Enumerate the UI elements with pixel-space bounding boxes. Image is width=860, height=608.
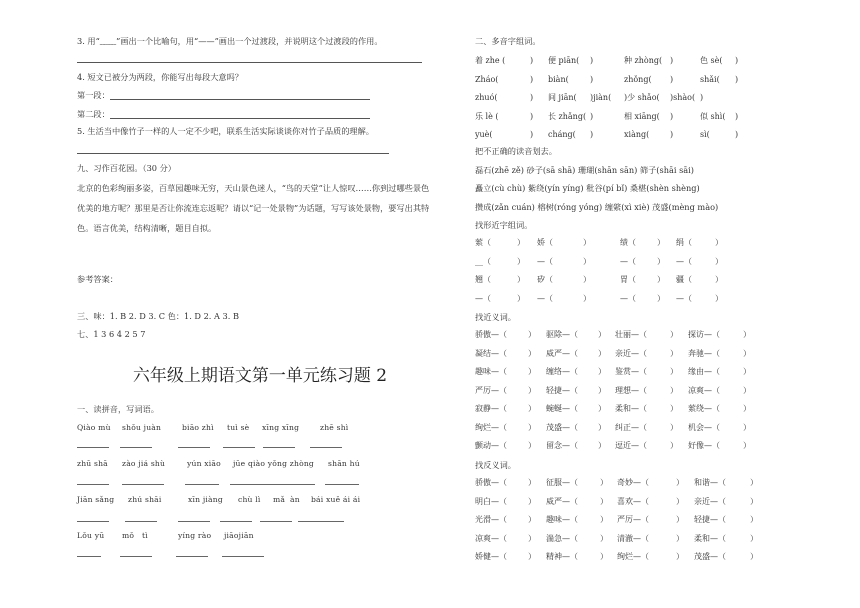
answer-blank bbox=[77, 556, 101, 557]
question-5: 5. 生活当中像竹子一样的人一定不少吧，联系生活实际谈谈你对竹子品质的理解。 bbox=[77, 126, 374, 136]
table-cell: —（ bbox=[537, 256, 553, 266]
table-cell: ） bbox=[657, 275, 665, 284]
pinyin-item: tì bbox=[142, 531, 148, 540]
table-cell: ） bbox=[750, 515, 758, 524]
table-cell: )shào( bbox=[670, 93, 696, 102]
table-cell: ) bbox=[590, 56, 594, 65]
table-cell: 留念—（ bbox=[546, 441, 578, 450]
table-cell: ） bbox=[676, 552, 684, 561]
table-cell: 娇健—（ bbox=[475, 552, 507, 561]
table-cell: ） bbox=[715, 275, 723, 284]
table-cell: 探访—（ bbox=[688, 330, 720, 339]
answer-blank bbox=[222, 556, 264, 557]
table-cell: ） bbox=[657, 256, 665, 266]
table-cell: —（ bbox=[676, 256, 692, 266]
table-cell: xiàng( bbox=[624, 130, 650, 139]
table-cell: ） bbox=[583, 256, 591, 266]
table-cell: 趣味—（ bbox=[475, 367, 507, 376]
table-cell: ） bbox=[598, 441, 606, 450]
table-cell: zhuó( bbox=[475, 93, 498, 102]
pinyin-item: Jiān sǎng bbox=[77, 495, 115, 504]
table-cell: __（ bbox=[475, 256, 491, 266]
table-cell: 绚烂—（ bbox=[475, 422, 507, 432]
table-cell: 亲近—（ bbox=[615, 348, 647, 358]
answer-line bbox=[110, 99, 370, 100]
table-cell: 似 shì( bbox=[700, 111, 726, 121]
table-cell: 清澈—（ bbox=[617, 533, 649, 543]
table-cell: —（ bbox=[676, 293, 692, 303]
table-cell: ） bbox=[715, 238, 723, 247]
table-cell: ） bbox=[598, 367, 606, 376]
table-cell: 凉爽—（ bbox=[688, 385, 720, 395]
shape-heading: 找形近字组词。 bbox=[475, 220, 533, 230]
pinyin-item: xīn jiàng bbox=[188, 495, 223, 504]
table-cell: Zháo( bbox=[475, 74, 499, 84]
table-cell: ） bbox=[670, 348, 678, 358]
antonym-heading: 找反义词。 bbox=[475, 460, 516, 470]
table-cell: ） bbox=[600, 552, 608, 561]
table-cell: ） bbox=[528, 330, 536, 339]
table-cell: ） bbox=[670, 385, 678, 395]
table-cell: 胃（ bbox=[620, 275, 636, 284]
table-cell: biàn( bbox=[548, 74, 569, 84]
table-cell: 乐 lè ( bbox=[475, 111, 499, 121]
table-cell: 相 xiāng( bbox=[624, 111, 660, 121]
table-cell: ） bbox=[598, 404, 606, 413]
table-cell: yuè( bbox=[475, 130, 493, 139]
table-cell: 骄傲—（ bbox=[475, 330, 507, 339]
table-cell: 萦（ bbox=[475, 238, 491, 247]
strike-row: 矗立(cù chù) 紫绕(yín yíng) 秕谷(pí bǐ) 桑椹(shèn shèng) bbox=[475, 183, 700, 193]
pinyin-item: zhū shā bbox=[77, 459, 108, 468]
table-cell: ） bbox=[528, 496, 536, 506]
table-cell: 湍急—（ bbox=[546, 533, 578, 543]
table-cell: 茂盛—（ bbox=[694, 552, 726, 561]
pinyin-item: tuì sè bbox=[227, 423, 250, 432]
table-cell: ) bbox=[735, 111, 739, 121]
table-cell: ） bbox=[600, 515, 608, 524]
table-cell: 绢（ bbox=[676, 238, 692, 247]
table-cell: ） bbox=[528, 441, 536, 450]
table-cell: ） bbox=[583, 275, 591, 284]
answer-blank bbox=[176, 556, 208, 557]
table-cell: ) bbox=[590, 74, 594, 84]
table-cell: ） bbox=[750, 533, 758, 543]
table-cell: ） bbox=[583, 293, 591, 303]
table-cell: —（ bbox=[620, 256, 636, 266]
answer-line bbox=[77, 62, 422, 63]
table-cell: ） bbox=[600, 533, 608, 543]
table-cell: ) bbox=[530, 93, 534, 102]
table-cell: 疆（ bbox=[676, 275, 692, 284]
essay-prompt: 北京的色彩绚丽多姿，百草园趣味无穷，天山景色迷人，“鸟的天堂”让人惊叹……你到过哪些景色优美的地方呢？那里是否让你流连忘返呢？请以“记一处景物”为话题，写写该处景物，要写出其特色。语言优美，结构清晰，题目自拟。 bbox=[77, 183, 430, 233]
answer-line-2: 七、1 3 6 4 2 5 7 bbox=[77, 329, 146, 339]
pinyin-item: yún xiāo bbox=[187, 459, 221, 468]
answer-line-1: 三、味：1. B 2. D 3. C 色：1. D 2. A 3. B bbox=[77, 311, 239, 321]
table-cell: ） bbox=[715, 293, 723, 303]
table-cell: —（ bbox=[620, 293, 636, 303]
question-3: 3. 用“﹏﹏”画出一个比喻句，用“——”画出一个过渡段，并说明这个过渡段的作用。 bbox=[77, 36, 383, 46]
table-cell: 喜欢—（ bbox=[617, 496, 649, 506]
answer-blank bbox=[178, 521, 210, 522]
pinyin-item: biāo zhì bbox=[182, 423, 214, 432]
table-cell: ） bbox=[743, 441, 751, 450]
table-cell: ) bbox=[670, 74, 674, 84]
table-cell: 寂静—（ bbox=[475, 404, 507, 413]
answer-blank bbox=[260, 521, 292, 522]
table-cell: 柔和—（ bbox=[694, 533, 726, 543]
table-cell: ） bbox=[670, 422, 678, 432]
table-cell: ) bbox=[670, 111, 674, 121]
answer-blank bbox=[230, 484, 315, 485]
table-cell: 亲近—（ bbox=[694, 496, 726, 506]
pinyin-item: mǒ bbox=[122, 531, 135, 540]
section-1-heading: 一、读拼音，写词语。 bbox=[77, 404, 159, 414]
answer-blank bbox=[77, 521, 109, 522]
pinyin-item: àn bbox=[290, 495, 300, 504]
table-cell: ) bbox=[530, 130, 534, 139]
table-cell: ） bbox=[750, 552, 758, 561]
table-cell: ） bbox=[598, 330, 606, 339]
section-9-heading: 九、习作百花园。（30 分） bbox=[77, 163, 176, 173]
table-cell: 凉爽—（ bbox=[475, 533, 507, 543]
strike-row: 磊石(zhē zě) 砂子(sā shā) 珊瑚(shān sān) 筛子(shāi sāi) bbox=[475, 165, 694, 175]
table-cell: 逗近—（ bbox=[615, 441, 647, 450]
table-cell: ） bbox=[715, 256, 723, 266]
answer-blank bbox=[125, 521, 157, 522]
table-cell: ) bbox=[670, 56, 674, 65]
synonym-heading: 找近义词。 bbox=[475, 312, 516, 322]
answer-blank bbox=[77, 484, 109, 485]
answer-blank bbox=[120, 447, 152, 448]
table-cell: 色 sè( bbox=[700, 56, 723, 65]
table-cell: ） bbox=[743, 385, 751, 395]
table-cell: ） bbox=[676, 533, 684, 543]
table-cell: —（ bbox=[537, 293, 553, 303]
table-cell: ） bbox=[743, 330, 751, 339]
table-cell: )jiàn( bbox=[590, 93, 612, 102]
strike-row: 攒成(zǎn cuán) 榕树(róng yóng) 缠綮(xì xiè) 茂盛(mèng mào) bbox=[475, 202, 719, 212]
table-cell: ） bbox=[670, 330, 678, 339]
pinyin-item: jiāojiān bbox=[224, 531, 254, 540]
answer-blank bbox=[120, 556, 152, 557]
table-cell: 萦绕—（ bbox=[688, 404, 720, 413]
table-cell: —（ bbox=[475, 293, 491, 303]
table-cell: ） bbox=[528, 385, 536, 395]
answer-blank bbox=[298, 521, 344, 522]
table-cell: ) bbox=[530, 74, 534, 84]
table-cell: cháng( bbox=[548, 130, 576, 139]
table-cell: 光滑—（ bbox=[475, 515, 507, 524]
table-cell: ) bbox=[735, 56, 739, 65]
pinyin-item: bái xuě ái ái bbox=[311, 495, 361, 504]
table-cell: ） bbox=[600, 478, 608, 487]
pinyin-item: shān hú bbox=[328, 459, 360, 468]
table-cell: 奔驰—（ bbox=[688, 348, 720, 358]
part-1-label: 第一段： bbox=[77, 90, 110, 100]
table-cell: ) bbox=[735, 130, 739, 139]
table-cell: 长 zhǎng( bbox=[548, 111, 587, 121]
table-cell: 威严—（ bbox=[546, 348, 578, 358]
table-cell: ） bbox=[743, 367, 751, 376]
table-cell: 茂盛—（ bbox=[546, 422, 578, 432]
part-2-label: 第二段： bbox=[77, 109, 110, 119]
table-cell: 轻捷—（ bbox=[694, 515, 726, 524]
table-cell: 缠络—（ bbox=[546, 367, 578, 376]
table-cell: ） bbox=[743, 404, 751, 413]
pinyin-item: chù lì bbox=[238, 495, 261, 504]
table-cell: 威严—（ bbox=[546, 496, 578, 506]
reference-answer-label: 参考答案： bbox=[77, 274, 118, 284]
table-cell: 奇妙—（ bbox=[617, 478, 649, 487]
table-cell: 理想—（ bbox=[615, 385, 647, 395]
table-cell: ) bbox=[530, 111, 534, 121]
answer-line bbox=[110, 118, 370, 119]
strike-heading: 把不正确的读音划去。 bbox=[475, 146, 557, 156]
table-cell: ） bbox=[528, 404, 536, 413]
table-cell: 和谐—（ bbox=[694, 478, 726, 487]
table-cell: ） bbox=[743, 422, 751, 432]
table-cell: sì( bbox=[700, 130, 710, 139]
table-cell: ） bbox=[528, 348, 536, 358]
table-cell: ） bbox=[676, 515, 684, 524]
table-cell: 鉴赏—（ bbox=[615, 367, 647, 376]
table-cell: ） bbox=[528, 367, 536, 376]
table-cell: 种 zhòng( bbox=[624, 56, 663, 65]
table-cell: ） bbox=[598, 385, 606, 395]
table-cell: 好像—（ bbox=[688, 441, 720, 450]
table-cell: ） bbox=[517, 256, 525, 266]
question-4: 4. 短文已被分为两段，你能写出每段大意吗？ bbox=[77, 72, 243, 82]
pinyin-item: Lǒu yū bbox=[77, 531, 105, 540]
table-cell: ） bbox=[528, 552, 536, 561]
table-cell: ） bbox=[528, 515, 536, 524]
table-cell: ） bbox=[528, 478, 536, 487]
pinyin-item: yíng rào bbox=[178, 531, 212, 540]
table-cell: ） bbox=[670, 441, 678, 450]
pinyin-item: zhē shì bbox=[320, 423, 349, 432]
table-cell: 矽（ bbox=[537, 275, 553, 284]
pinyin-item: jūe qiào yǒng zhòng bbox=[233, 459, 314, 468]
answer-blank bbox=[185, 484, 219, 485]
table-cell: 绚烂—（ bbox=[617, 552, 649, 561]
table-cell: 凝结—（ bbox=[475, 348, 507, 358]
table-cell: ） bbox=[517, 238, 525, 247]
answer-blank bbox=[263, 447, 295, 448]
pinyin-item: mǎ bbox=[273, 495, 286, 504]
section-2-heading: 二、多音字组词。 bbox=[475, 36, 541, 46]
answer-blank bbox=[178, 447, 210, 448]
pinyin-item: zhú shāi bbox=[128, 495, 162, 504]
table-cell: 间 jiān( bbox=[548, 93, 577, 102]
table-cell: ) bbox=[590, 130, 594, 139]
answer-blank bbox=[325, 484, 359, 485]
table-cell: 便 piān( bbox=[548, 56, 580, 65]
table-cell: ) bbox=[735, 74, 739, 84]
table-cell: ） bbox=[750, 496, 758, 506]
table-cell: ） bbox=[583, 238, 591, 247]
table-cell: ） bbox=[598, 422, 606, 432]
table-cell: 着 zhe ( bbox=[475, 56, 506, 65]
table-cell: 机会—（ bbox=[688, 422, 720, 432]
table-cell: 绩（ bbox=[620, 238, 636, 247]
table-cell: 颤动—（ bbox=[475, 441, 507, 450]
table-cell: 蜿蜒—（ bbox=[546, 404, 578, 413]
table-cell: ） bbox=[598, 348, 606, 358]
table-cell: ） bbox=[517, 293, 525, 303]
pinyin-item: shǒu juàn bbox=[122, 423, 162, 432]
answer-blank bbox=[220, 521, 252, 522]
table-cell: ) bbox=[700, 93, 704, 102]
answer-line bbox=[77, 153, 389, 154]
table-cell: 明白—（ bbox=[475, 496, 507, 506]
table-cell: ） bbox=[676, 496, 684, 506]
table-cell: 翘（ bbox=[475, 275, 491, 284]
table-cell: 娇（ bbox=[537, 238, 553, 247]
table-cell: 骄傲—（ bbox=[475, 478, 507, 487]
table-cell: ) bbox=[590, 111, 594, 121]
table-cell: )少 shǎo( bbox=[624, 93, 660, 102]
table-cell: 严厉—（ bbox=[475, 385, 507, 395]
table-cell: 缘由—（ bbox=[688, 367, 720, 376]
document-title: 六年级上期语文第一单元练习题 2 bbox=[132, 366, 388, 386]
pinyin-item: Qiào mù bbox=[77, 423, 111, 432]
table-cell: ) bbox=[670, 130, 674, 139]
table-cell: ） bbox=[670, 367, 678, 376]
table-cell: 趣味—（ bbox=[546, 515, 578, 524]
table-cell: ） bbox=[750, 478, 758, 487]
answer-blank bbox=[223, 447, 255, 448]
table-cell: zhǒng( bbox=[624, 74, 652, 84]
table-cell: ） bbox=[743, 348, 751, 358]
answer-blank bbox=[77, 447, 109, 448]
table-cell: ） bbox=[657, 293, 665, 303]
table-cell: ） bbox=[517, 275, 525, 284]
answer-blank bbox=[122, 484, 164, 485]
table-cell: 柔和—（ bbox=[615, 404, 647, 413]
table-cell: 严厉—（ bbox=[617, 515, 649, 524]
table-cell: ) bbox=[530, 56, 534, 65]
answer-blank bbox=[310, 447, 342, 448]
pinyin-item: xīng xīng bbox=[262, 423, 300, 432]
table-cell: 纠正—（ bbox=[615, 422, 647, 432]
table-cell: ） bbox=[657, 238, 665, 247]
table-cell: shǎi( bbox=[700, 74, 720, 84]
table-cell: ） bbox=[528, 422, 536, 432]
table-cell: 驱除—（ bbox=[546, 330, 578, 339]
table-cell: 轻捷—（ bbox=[546, 385, 578, 395]
table-cell: ） bbox=[676, 478, 684, 487]
table-cell: ） bbox=[670, 404, 678, 413]
table-cell: 壮丽—（ bbox=[615, 330, 647, 339]
table-cell: ） bbox=[600, 496, 608, 506]
table-cell: ） bbox=[528, 533, 536, 543]
table-cell: 精神—（ bbox=[546, 552, 578, 561]
table-cell: 征服—（ bbox=[546, 478, 578, 487]
pinyin-item: zào jiá shù bbox=[122, 459, 166, 468]
